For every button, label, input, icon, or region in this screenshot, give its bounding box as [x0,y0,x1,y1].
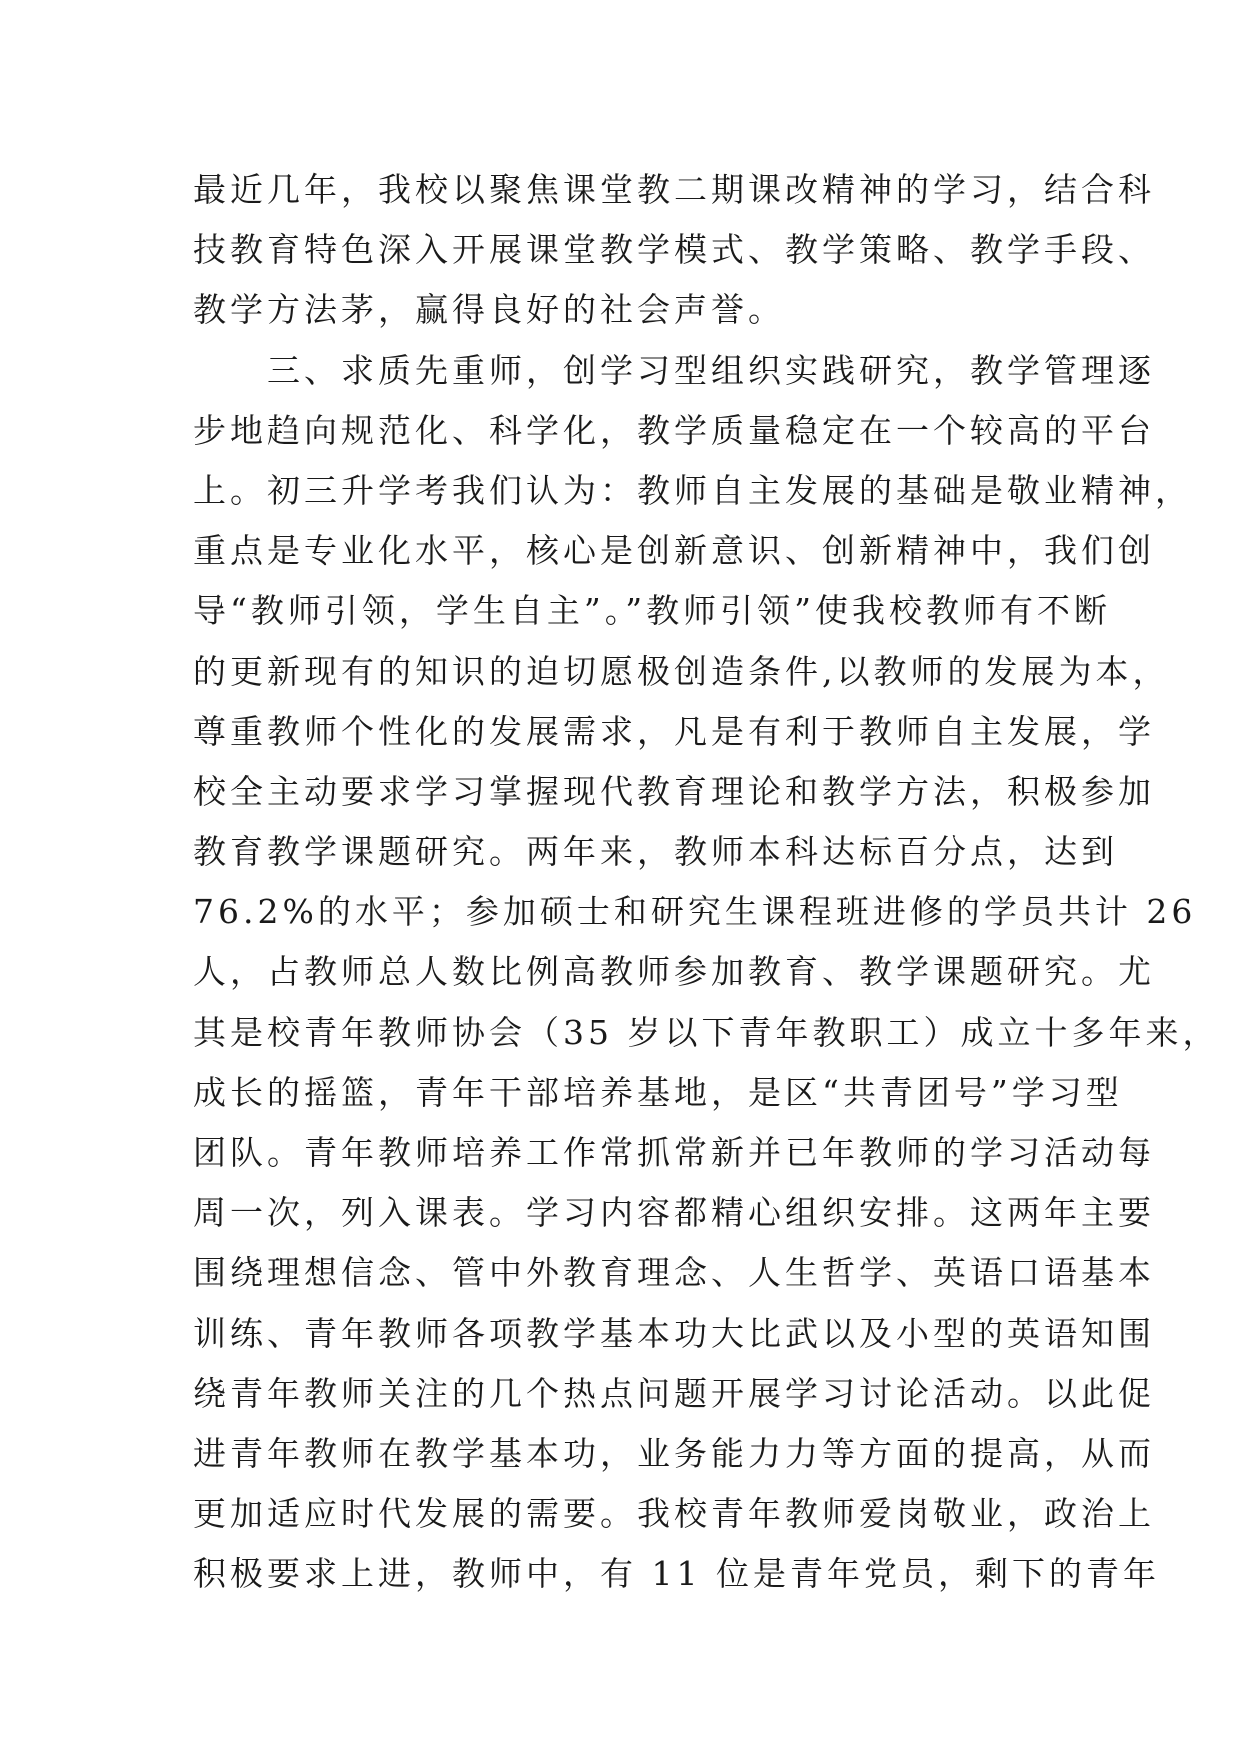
text-line-16: 成长的摇篮，青年干部培养基地，是区“共青团号”学习型 [193,1072,1123,1112]
text-line-21: 绕青年教师关注的几个热点问题开展学习讨论活动。以此促 [193,1373,1155,1413]
text-line-12: 教育教学课题研究。两年来，教师本科达标百分点，达到 [193,832,1118,872]
text-line-4: 三、求质先重师，创学习型组织实践研究，教学管理逐 [193,350,1155,390]
text-line-3: 教学方法茅，赢得良好的社会声誉。 [193,290,785,330]
text-line-15: 其是校青年教师协会（35 岁以下青年教职工）成立十多年来， [193,1012,1220,1052]
text-line-7: 重点是专业化水平，核心是创新意识、创新精神中，我们创 [193,531,1155,571]
text-line-22: 进青年教师在教学基本功，业务能力力等方面的提高，从而 [193,1433,1155,1473]
text-line-24: 积极要求上进，教师中，有 11 位是青年党员，剩下的青年 [193,1554,1160,1594]
text-line-18: 周一次，列入课表。学习内容都精心组织安排。这两年主要 [193,1193,1155,1233]
text-line-6: 上。初三升学考我们认为：教师自主发展的基础是敬业精神， [193,470,1192,510]
body-text [193,160,1220,1605]
text-line-23: 更加适应时代发展的需要。我校青年教师爱岗敬业，政治上 [193,1494,1155,1534]
text-line-13: 76.2%的水平；参加硕士和研究生课程班进修的学员共计 26 [193,892,1197,932]
text-line-8: 导“教师引领，学生自主”。”教师引领”使我校教师有不断 [193,591,1111,631]
text-line-11: 校全主动要求学习掌握现代教育理论和教学方法，积极参加 [193,771,1155,811]
text-line-10: 尊重教师个性化的发展需求，凡是有利于教师自主发展，学 [193,711,1155,751]
text-line-14: 人，占教师总人数比例高教师参加教育、教学课题研究。尤 [193,952,1155,992]
text-line-20: 训练、青年教师各项教学基本功大比武以及小型的英语知围 [193,1313,1155,1353]
text-line-9: 的更新现有的知识的迫切愿极创造条件,以教师的发展为本， [193,651,1170,691]
text-line-17: 团队。青年教师培养工作常抓常新并已年教师的学习活动每 [193,1133,1155,1172]
text-line-1: 最近几年，我校以聚焦课堂教二期课改精神的学习，结合科 [193,170,1155,209]
text-line-19: 围绕理想信念、管中外教育理念、人生哲学、英语口语基本 [193,1253,1155,1293]
text-line-5: 步地趋向规范化、科学化，教学质量稳定在一个较高的平台 [193,410,1155,450]
text-line-2: 技教育特色深入开展课堂教学模式、教学策略、教学手段、 [193,230,1155,270]
